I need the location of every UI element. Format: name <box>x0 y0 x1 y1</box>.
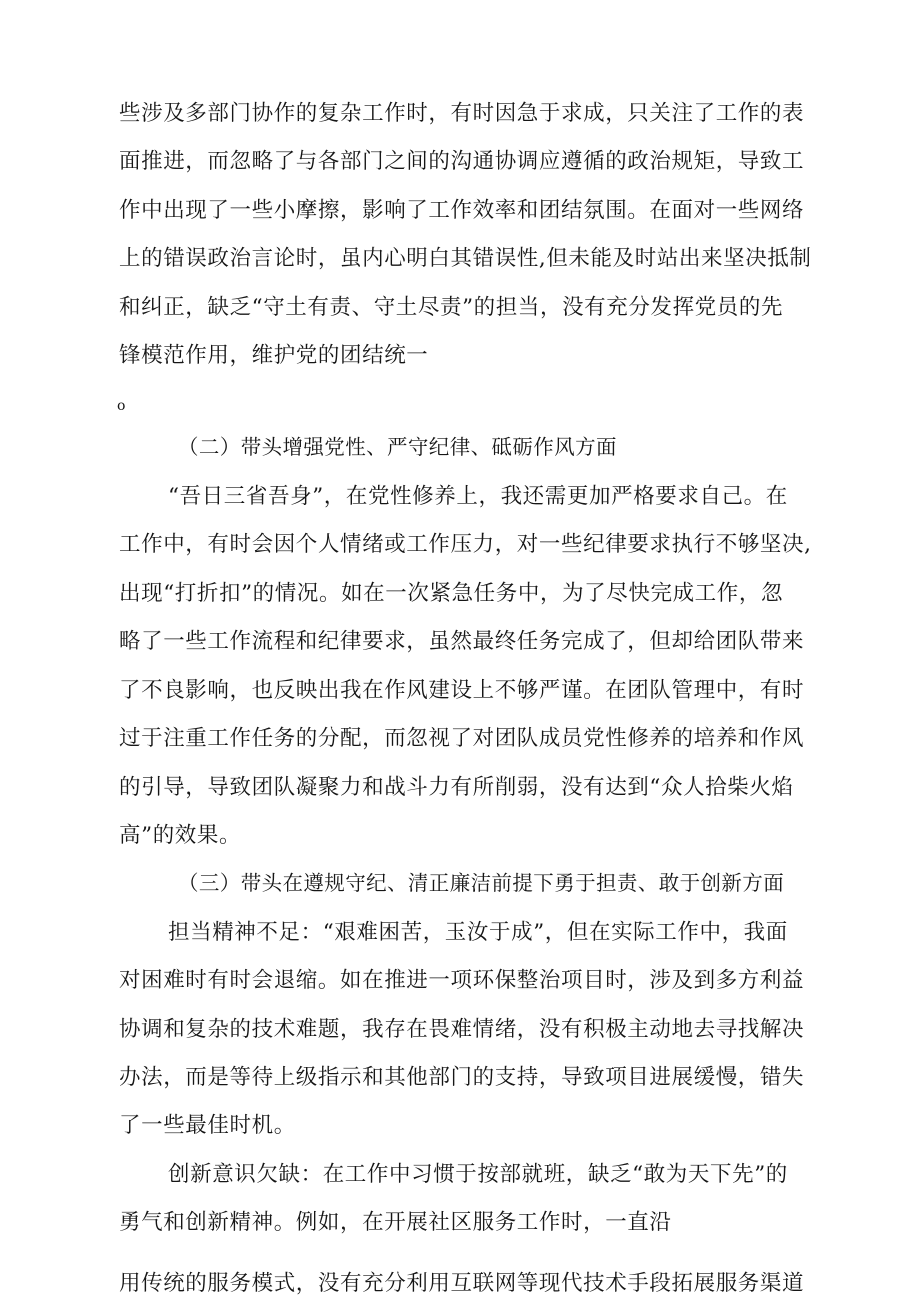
body-text-line: 对困难时有时会退缩。如在推进一项环保整治项目时，涉及到多方利益 <box>119 968 805 993</box>
body-text-line: 了一些最佳时机。 <box>119 1113 296 1138</box>
body-text-line: 担当精神不足：“艰难困苦，玉汝于成”，但在实际工作中，我面 <box>168 920 788 945</box>
section-heading-3: （三）带头在遵规守纪、清正廉洁前提下勇于担责、敢于创新方面 <box>178 871 785 895</box>
body-text-line: 出现“打折扣”的情况。如在一次紧急任务中，为了尽快完成工作，忽 <box>119 581 784 606</box>
body-text-line: 勇气和创新精神。例如，在开展社区服务工作时，一直沿 <box>119 1210 672 1235</box>
body-text-line: 了不良影响，也反映出我在作风建设上不够严谨。在团队管理中，有时 <box>119 678 805 703</box>
body-text-line: “吾日三省吾身”，在党性修养上，我还需更加严格要求自己。在 <box>168 484 788 509</box>
body-text-line: 办法，而是等待上级指示和其他部门的支持，导致项目进展缓慢，错失 <box>119 1065 805 1090</box>
body-text-line: 协调和复杂的技术难题，我存在畏难情绪，没有积极主动地去寻找解决 <box>119 1017 805 1042</box>
section-heading-2: （二）带头增强党性、严守纪律、砥砺作风方面 <box>178 435 617 459</box>
trailing-mark: o <box>117 398 127 414</box>
body-text-line: 面推进，而忽略了与各部门之间的沟通协调应遵循的政治规矩，导致工 <box>119 149 805 174</box>
body-text-line: 工作中，有时会因个人情绪或工作压力，对一些纪律要求执行不够坚决, <box>119 532 812 557</box>
body-text-line: 上的错误政治言论时，虽内心明白其错误性,但未能及时站出来坚决抵制 <box>119 246 812 271</box>
body-text-line: 过于注重工作任务的分配，而忽视了对团队成员党性修养的培养和作风 <box>119 726 805 751</box>
body-text-line: 高”的效果。 <box>119 823 242 848</box>
body-text-line: 略了一些工作流程和纪律要求，虽然最终任务完成了，但却给团队带来 <box>119 629 805 654</box>
body-text-line: 作中出现了一些小摩擦，影响了工作效率和团结氛围。在面对一些网络 <box>119 198 805 223</box>
body-text-line: 用传统的服务模式，没有充分利用互联网等现代技术手段拓展服务渠道 <box>119 1271 805 1296</box>
body-text-line: 和纠正，缺乏“守土有责、守土尽责”的担当，没有充分发挥党员的先 <box>119 295 784 320</box>
body-text-line: 创新意识欠缺：在工作中习惯于按部就班，缺乏“敢为天下先”的 <box>168 1162 788 1187</box>
body-text-line: 些涉及多部门协作的复杂工作时，有时因急于求成，只关注了工作的表 <box>119 101 805 126</box>
body-text-line: 的引导，导致团队凝聚力和战斗力有所削弱，没有达到“众人拾柴火焰 <box>119 775 794 800</box>
body-text-line: 锋模范作用，维护党的团结统一 <box>119 343 429 368</box>
